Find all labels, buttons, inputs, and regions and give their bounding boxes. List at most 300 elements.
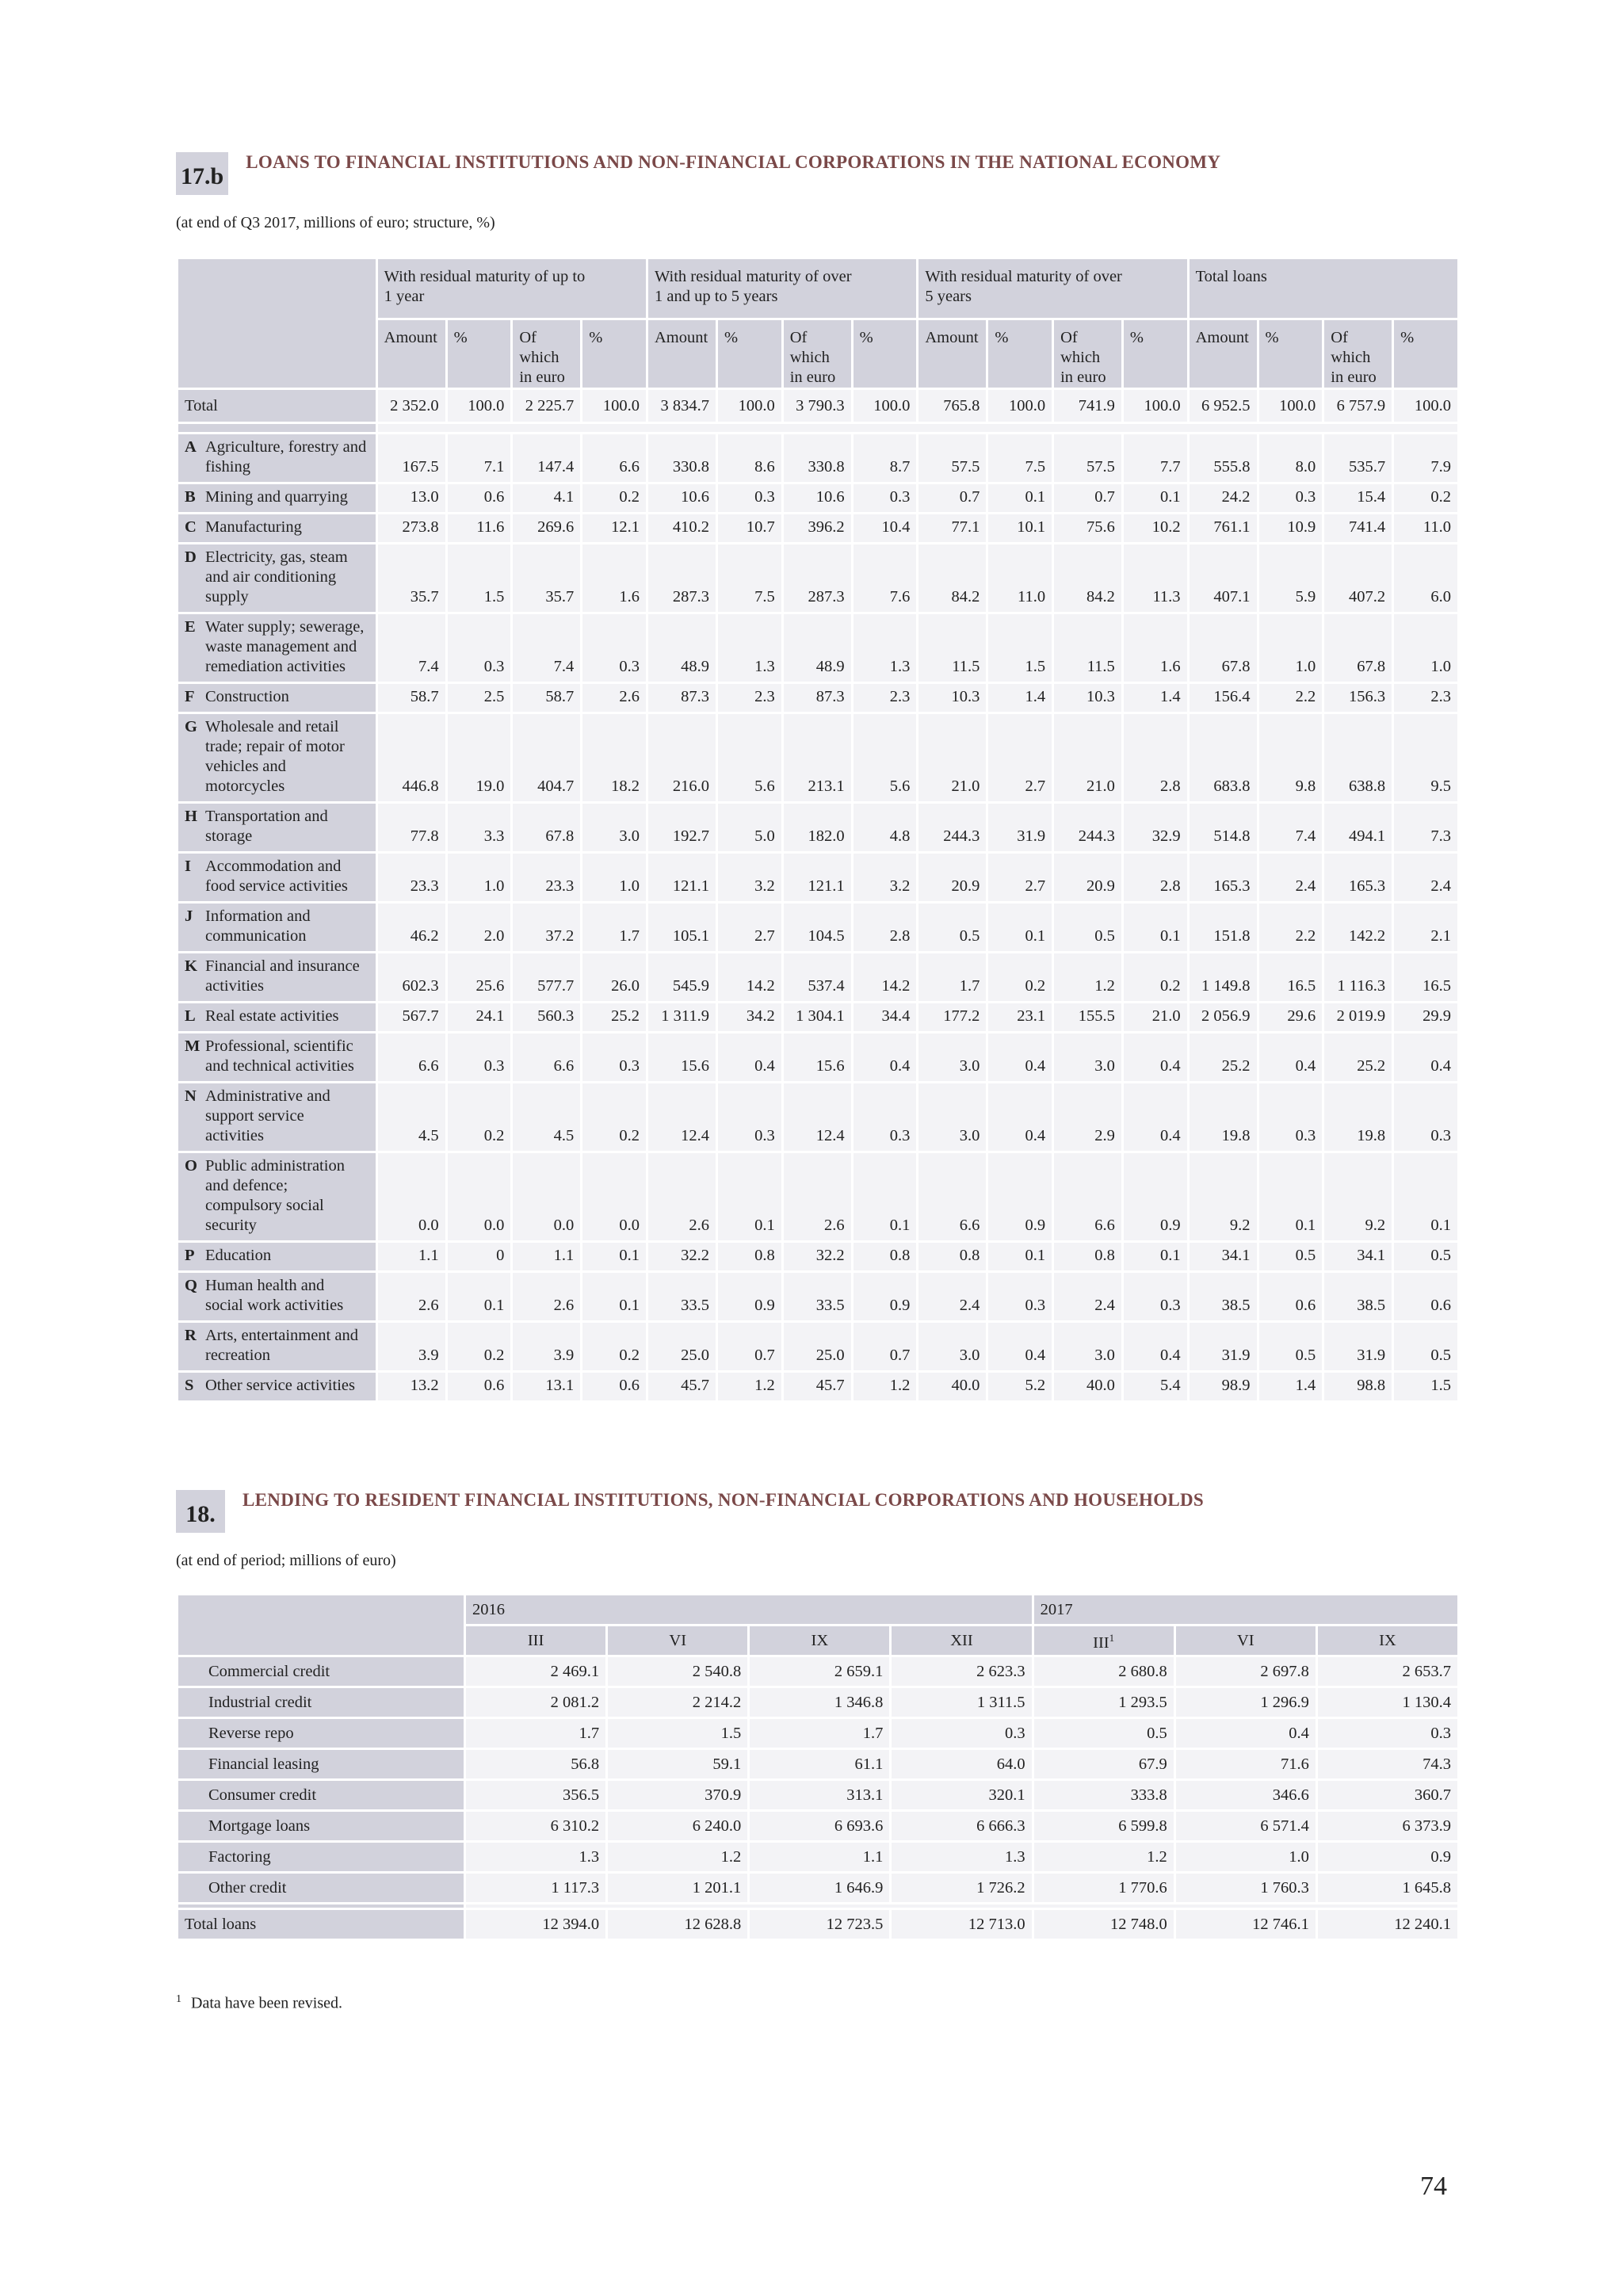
value-cell: 151.8 <box>1190 904 1257 951</box>
value-cell: 6 373.9 <box>1318 1812 1457 1840</box>
value-cell: 0.3 <box>582 1033 646 1081</box>
value-cell: 1.2 <box>854 1373 917 1400</box>
value-cell: 320.1 <box>892 1781 1031 1809</box>
value-cell: 23.3 <box>513 854 580 901</box>
value-cell: 2.7 <box>988 714 1052 801</box>
period-header <box>1176 1626 1316 1655</box>
period-label: VI <box>1236 1631 1254 1649</box>
period-label: XII <box>950 1631 973 1649</box>
value-cell: 2.6 <box>784 1153 851 1240</box>
value-cell: 0.2 <box>1394 484 1457 512</box>
value-cell: 0.7 <box>1054 484 1121 512</box>
value-cell: 2.6 <box>648 1153 716 1240</box>
group-header-total-loans: Total loans <box>1190 259 1457 318</box>
value-cell: 2 659.1 <box>750 1657 889 1686</box>
row-label <box>178 1373 376 1400</box>
value-cell: 4.8 <box>854 804 917 851</box>
value-cell: 13.1 <box>513 1373 580 1400</box>
value-cell: 165.3 <box>1190 854 1257 901</box>
sector-label: Human health and social work activities <box>205 1277 344 1314</box>
value-cell: 31.9 <box>1324 1323 1392 1370</box>
value-cell: 7.6 <box>854 544 917 612</box>
value-cell: 1.4 <box>1259 1373 1323 1400</box>
value-cell: 77.8 <box>378 804 445 851</box>
value-cell: 100.0 <box>582 390 646 422</box>
value-cell: 2.4 <box>1259 854 1323 901</box>
value-cell: 602.3 <box>378 953 445 1001</box>
period-label: IX <box>1379 1631 1396 1649</box>
value-cell: 29.6 <box>1259 1003 1323 1031</box>
value-cell: 177.2 <box>918 1003 986 1031</box>
value-cell: 7.5 <box>718 544 781 612</box>
value-cell: 0.5 <box>1394 1323 1457 1370</box>
value-cell: 2 469.1 <box>466 1657 605 1686</box>
value-cell: 0.3 <box>1259 1083 1323 1151</box>
value-cell: 67.9 <box>1034 1750 1174 1778</box>
value-cell: 1.0 <box>1259 614 1323 682</box>
value-cell: 74.3 <box>1318 1750 1457 1778</box>
value-cell: 10.4 <box>854 514 917 542</box>
value-cell: 1 346.8 <box>750 1688 889 1717</box>
table-row <box>178 1657 1457 1686</box>
value-cell: 0.0 <box>448 1153 511 1240</box>
corner-cell <box>178 1595 464 1655</box>
footnote-marker: 1 <box>176 1993 181 2005</box>
sector-label: Professional, scientific and technical activities <box>205 1037 354 1075</box>
value-cell: 35.7 <box>513 544 580 612</box>
value-cell: 0.2 <box>448 1083 511 1151</box>
value-cell: 1.3 <box>854 614 917 682</box>
value-cell: 40.0 <box>1054 1373 1121 1400</box>
value-cell: 1.5 <box>608 1719 747 1748</box>
value-cell: 13.2 <box>378 1373 445 1400</box>
table-row <box>178 904 1457 951</box>
value-cell: 545.9 <box>648 953 716 1001</box>
value-cell: 0.5 <box>1394 1243 1457 1270</box>
row-label: Factoring <box>178 1843 464 1871</box>
value-cell: 7.3 <box>1394 804 1457 851</box>
value-cell: 9.5 <box>1394 714 1457 801</box>
value-cell: 0.1 <box>988 904 1052 951</box>
sector-code: D <box>185 548 197 566</box>
value-cell: 67.8 <box>1324 614 1392 682</box>
row-label <box>178 804 376 851</box>
sector-label: Wholesale and retail trade; repair of motor vehicles and motorcycles <box>205 718 345 795</box>
value-cell: 25.0 <box>648 1323 716 1370</box>
value-cell: 147.4 <box>513 434 580 482</box>
value-cell: 2.5 <box>448 684 511 712</box>
value-cell: 2.6 <box>513 1273 580 1320</box>
value-cell: 2 352.0 <box>378 390 445 422</box>
sector-label: Administrative and support service activities <box>205 1087 330 1144</box>
value-cell: 3.2 <box>718 854 781 901</box>
sector-label: Other service activities <box>205 1377 355 1394</box>
value-cell: 765.8 <box>918 390 986 422</box>
sector-label: Mining and quarrying <box>205 488 348 506</box>
value-cell: 396.2 <box>784 514 851 542</box>
sector-code: R <box>185 1327 197 1344</box>
value-cell: 0.6 <box>1394 1273 1457 1320</box>
table-row <box>178 1323 1457 1370</box>
group-header-1-to-5-years: With residual maturity of over 1 and up to 5 years <box>648 259 916 318</box>
corner-cell <box>178 259 376 388</box>
value-cell: 2.8 <box>1124 714 1187 801</box>
value-cell: 2.9 <box>1054 1083 1121 1151</box>
value-cell: 20.9 <box>918 854 986 901</box>
subheader-pct-euro: % <box>1124 320 1187 388</box>
value-cell: 11.0 <box>1394 514 1457 542</box>
value-cell: 0.8 <box>1054 1243 1121 1270</box>
value-cell: 2.2 <box>1259 904 1323 951</box>
value-cell: 0.2 <box>582 1323 646 1370</box>
sector-label: Electricity, gas, steam and air conditioning supply <box>205 548 348 606</box>
value-cell: 15.6 <box>648 1033 716 1081</box>
value-cell: 0.1 <box>988 484 1052 512</box>
row-label: Commercial credit <box>178 1657 464 1686</box>
value-cell: 45.7 <box>648 1373 716 1400</box>
value-cell: 7.4 <box>1259 804 1323 851</box>
value-cell: 25.2 <box>1190 1033 1257 1081</box>
value-cell: 1.4 <box>1124 684 1187 712</box>
value-cell: 0.4 <box>1124 1083 1187 1151</box>
value-cell: 1.0 <box>582 854 646 901</box>
subheader-amount: Amount <box>648 320 716 388</box>
subheader-pct: % <box>988 320 1052 388</box>
subheader-pct: % <box>448 320 511 388</box>
section-17b-title: LOANS TO FINANCIAL INSTITUTIONS AND NON-FINANCIAL CORPORATIONS IN THE NATIONAL ECONOMY <box>246 152 1221 172</box>
value-cell: 446.8 <box>378 714 445 801</box>
row-label <box>178 1003 376 1031</box>
period-header <box>608 1626 747 1655</box>
value-cell: 16.5 <box>1394 953 1457 1001</box>
value-cell: 1.3 <box>892 1843 1031 1871</box>
value-cell: 244.3 <box>918 804 986 851</box>
value-cell: 3.0 <box>1054 1323 1121 1370</box>
subheader-amount: Amount <box>378 320 445 388</box>
value-cell: 2 081.2 <box>466 1688 605 1717</box>
value-cell: 535.7 <box>1324 434 1392 482</box>
value-cell: 0.5 <box>1034 1719 1174 1748</box>
value-cell: 0.4 <box>718 1033 781 1081</box>
value-cell: 0.3 <box>448 1033 511 1081</box>
value-cell: 273.8 <box>378 514 445 542</box>
table-row <box>178 1812 1457 1840</box>
period-label: III <box>527 1631 544 1649</box>
value-cell: 0.9 <box>854 1273 917 1320</box>
value-cell: 0.3 <box>892 1719 1031 1748</box>
value-cell: 0.1 <box>582 1243 646 1270</box>
value-cell: 142.2 <box>1324 904 1392 951</box>
row-label <box>178 1153 376 1240</box>
value-cell: 64.0 <box>892 1750 1031 1778</box>
value-cell: 11.6 <box>448 514 511 542</box>
value-cell: 1.1 <box>750 1843 889 1871</box>
table-row <box>178 1243 1457 1270</box>
value-cell: 2 019.9 <box>1324 1003 1392 1031</box>
value-cell: 6 952.5 <box>1190 390 1257 422</box>
value-cell: 0.3 <box>1259 484 1323 512</box>
value-cell: 2.8 <box>1124 854 1187 901</box>
value-cell: 2.4 <box>918 1273 986 1320</box>
value-cell: 59.1 <box>608 1750 747 1778</box>
table-row <box>178 1153 1457 1240</box>
value-cell: 1 296.9 <box>1176 1688 1316 1717</box>
row-label <box>178 1243 376 1270</box>
value-cell: 1 770.6 <box>1034 1874 1174 1902</box>
value-cell: 577.7 <box>513 953 580 1001</box>
table-row <box>178 484 1457 512</box>
value-cell: 1 201.1 <box>608 1874 747 1902</box>
value-cell: 741.9 <box>1054 390 1121 422</box>
value-cell: 19.0 <box>448 714 511 801</box>
value-cell: 21.0 <box>1054 714 1121 801</box>
sector-code: Q <box>185 1277 197 1294</box>
value-cell: 156.3 <box>1324 684 1392 712</box>
value-cell: 2 697.8 <box>1176 1657 1316 1686</box>
sector-code: F <box>185 688 195 705</box>
value-cell: 10.2 <box>1124 514 1187 542</box>
value-cell: 1.7 <box>466 1719 605 1748</box>
table-row <box>178 1781 1457 1809</box>
value-cell: 10.1 <box>988 514 1052 542</box>
value-cell: 9.8 <box>1259 714 1323 801</box>
value-cell: 5.4 <box>1124 1373 1187 1400</box>
value-cell: 0.6 <box>448 1373 511 1400</box>
value-cell: 0.9 <box>988 1153 1052 1240</box>
value-cell: 57.5 <box>1054 434 1121 482</box>
value-cell: 567.7 <box>378 1003 445 1031</box>
value-cell: 33.5 <box>784 1273 851 1320</box>
value-cell: 2.4 <box>1054 1273 1121 1320</box>
value-cell: 1.1 <box>513 1243 580 1270</box>
value-cell: 0.3 <box>718 484 781 512</box>
row-label <box>178 1323 376 1370</box>
value-cell: 2.7 <box>718 904 781 951</box>
value-cell: 0.5 <box>1259 1323 1323 1370</box>
value-cell: 38.5 <box>1324 1273 1392 1320</box>
value-cell: 19.8 <box>1190 1083 1257 1151</box>
value-cell: 45.7 <box>784 1373 851 1400</box>
value-cell: 23.3 <box>378 854 445 901</box>
value-cell: 31.9 <box>1190 1323 1257 1370</box>
table-row <box>178 1750 1457 1778</box>
value-cell: 98.9 <box>1190 1373 1257 1400</box>
value-cell: 0.3 <box>582 614 646 682</box>
value-cell: 25.2 <box>1324 1033 1392 1081</box>
value-cell: 0.4 <box>1124 1033 1187 1081</box>
subheader-of-which-euro: Of which in euro <box>1324 320 1392 388</box>
value-cell: 12.1 <box>582 514 646 542</box>
value-cell: 100.0 <box>448 390 511 422</box>
row-label <box>178 714 376 801</box>
value-cell: 3.2 <box>854 854 917 901</box>
sector-code: L <box>185 1007 196 1025</box>
value-cell: 11.3 <box>1124 544 1187 612</box>
value-cell: 4.5 <box>513 1083 580 1151</box>
subheader-pct-euro: % <box>1394 320 1457 388</box>
value-cell: 7.9 <box>1394 434 1457 482</box>
row-label <box>178 1273 376 1320</box>
table-row <box>178 684 1457 712</box>
value-cell: 21.0 <box>918 714 986 801</box>
group-header-up-to-1-year: With residual maturity of up to 1 year <box>378 259 646 318</box>
value-cell: 2.0 <box>448 904 511 951</box>
subheader-pct: % <box>1259 320 1323 388</box>
table-row <box>178 804 1457 851</box>
row-label <box>178 854 376 901</box>
value-cell: 1.7 <box>918 953 986 1001</box>
value-cell: 1.7 <box>582 904 646 951</box>
value-cell: 12 748.0 <box>1034 1910 1174 1939</box>
sector-code: A <box>185 438 197 456</box>
value-cell: 537.4 <box>784 953 851 1001</box>
value-cell: 10.3 <box>1054 684 1121 712</box>
value-cell: 5.9 <box>1259 544 1323 612</box>
value-cell: 12 723.5 <box>750 1910 889 1939</box>
value-cell: 4.1 <box>513 484 580 512</box>
value-cell: 46.2 <box>378 904 445 951</box>
value-cell: 6.6 <box>582 434 646 482</box>
sector-code: J <box>185 907 193 925</box>
value-cell: 1 311.9 <box>648 1003 716 1031</box>
value-cell: 33.5 <box>648 1273 716 1320</box>
value-cell: 0.1 <box>718 1153 781 1240</box>
value-cell: 1 304.1 <box>784 1003 851 1031</box>
row-label-total: Total <box>178 390 376 422</box>
value-cell: 14.2 <box>854 953 917 1001</box>
value-cell: 2 680.8 <box>1034 1657 1174 1686</box>
value-cell: 2.6 <box>582 684 646 712</box>
value-cell: 333.8 <box>1034 1781 1174 1809</box>
value-cell: 21.0 <box>1124 1003 1187 1031</box>
value-cell: 1 293.5 <box>1034 1688 1174 1717</box>
value-cell: 0.9 <box>1124 1153 1187 1240</box>
value-cell: 165.3 <box>1324 854 1392 901</box>
value-cell: 0.5 <box>1054 904 1121 951</box>
value-cell: 1 311.5 <box>892 1688 1031 1717</box>
sector-code: C <box>185 518 197 536</box>
value-cell: 0.2 <box>448 1323 511 1370</box>
year-header-2016: 2016 <box>466 1595 1032 1624</box>
value-cell: 100.0 <box>1259 390 1323 422</box>
value-cell: 15.6 <box>784 1033 851 1081</box>
row-label-total: Total loans <box>178 1910 464 1939</box>
value-cell: 12 713.0 <box>892 1910 1031 1939</box>
table-row <box>178 1033 1457 1081</box>
value-cell: 18.2 <box>582 714 646 801</box>
value-cell: 0.3 <box>854 484 917 512</box>
subheader-pct-euro: % <box>582 320 646 388</box>
row-label: Mortgage loans <box>178 1812 464 1840</box>
value-cell: 61.1 <box>750 1750 889 1778</box>
value-cell: 0 <box>448 1243 511 1270</box>
value-cell: 12 394.0 <box>466 1910 605 1939</box>
value-cell: 555.8 <box>1190 434 1257 482</box>
value-cell: 407.2 <box>1324 544 1392 612</box>
value-cell: 11.5 <box>1054 614 1121 682</box>
value-cell: 2.3 <box>718 684 781 712</box>
period-label: III <box>1093 1633 1109 1652</box>
value-cell: 330.8 <box>784 434 851 482</box>
value-cell: 0.4 <box>1259 1033 1323 1081</box>
period-header <box>1318 1626 1457 1655</box>
page-number: 74 <box>1420 2172 1447 2201</box>
value-cell: 1.3 <box>718 614 781 682</box>
value-cell: 84.2 <box>918 544 986 612</box>
value-cell: 2.3 <box>854 684 917 712</box>
year-header-2017: 2017 <box>1034 1595 1457 1624</box>
table-row <box>178 1273 1457 1320</box>
table-row <box>178 1843 1457 1871</box>
value-cell: 2 540.8 <box>608 1657 747 1686</box>
value-cell: 0.6 <box>1259 1273 1323 1320</box>
sector-label: Public administration and defence; compulsory social security <box>205 1157 345 1234</box>
value-cell: 1 130.4 <box>1318 1688 1457 1717</box>
table-row <box>178 1688 1457 1717</box>
value-cell: 87.3 <box>784 684 851 712</box>
subheader-pct-euro: % <box>854 320 917 388</box>
value-cell: 10.7 <box>718 514 781 542</box>
value-cell: 6.6 <box>513 1033 580 1081</box>
section-17b-number: 17.b <box>176 152 228 195</box>
value-cell: 0.1 <box>1124 904 1187 951</box>
section-18-number: 18. <box>176 1490 225 1533</box>
value-cell: 0.9 <box>718 1273 781 1320</box>
value-cell: 192.7 <box>648 804 716 851</box>
value-cell: 67.8 <box>1190 614 1257 682</box>
value-cell: 2 214.2 <box>608 1688 747 1717</box>
value-cell: 0.5 <box>918 904 986 951</box>
value-cell: 32.2 <box>648 1243 716 1270</box>
value-cell: 100.0 <box>1394 390 1457 422</box>
value-cell: 213.1 <box>784 714 851 801</box>
value-cell: 23.1 <box>988 1003 1052 1031</box>
table-row <box>178 1874 1457 1902</box>
value-cell: 7.7 <box>1124 434 1187 482</box>
value-cell: 3.0 <box>918 1083 986 1151</box>
value-cell: 0.2 <box>1124 953 1187 1001</box>
value-cell: 6 310.2 <box>466 1812 605 1840</box>
value-cell: 75.6 <box>1054 514 1121 542</box>
value-cell: 67.8 <box>513 804 580 851</box>
value-cell: 12 240.1 <box>1318 1910 1457 1939</box>
value-cell: 2.2 <box>1259 684 1323 712</box>
value-cell: 37.2 <box>513 904 580 951</box>
value-cell: 8.6 <box>718 434 781 482</box>
value-cell: 31.9 <box>988 804 1052 851</box>
value-cell: 19.8 <box>1324 1083 1392 1151</box>
sector-code: N <box>185 1087 197 1105</box>
value-cell: 1 149.8 <box>1190 953 1257 1001</box>
value-cell: 0.4 <box>988 1323 1052 1370</box>
value-cell: 48.9 <box>784 614 851 682</box>
table-row <box>178 854 1457 901</box>
value-cell: 1.0 <box>1394 614 1457 682</box>
value-cell: 77.1 <box>918 514 986 542</box>
value-cell: 156.4 <box>1190 684 1257 712</box>
value-cell: 1.3 <box>466 1843 605 1871</box>
value-cell: 24.2 <box>1190 484 1257 512</box>
value-cell: 29.9 <box>1394 1003 1457 1031</box>
period-header <box>466 1626 605 1655</box>
value-cell: 10.6 <box>784 484 851 512</box>
value-cell: 0.7 <box>854 1323 917 1370</box>
value-cell: 0.9 <box>1318 1843 1457 1871</box>
value-cell: 2.4 <box>1394 854 1457 901</box>
value-cell: 1.6 <box>582 544 646 612</box>
value-cell: 0.1 <box>448 1273 511 1320</box>
value-cell: 2 225.7 <box>513 390 580 422</box>
